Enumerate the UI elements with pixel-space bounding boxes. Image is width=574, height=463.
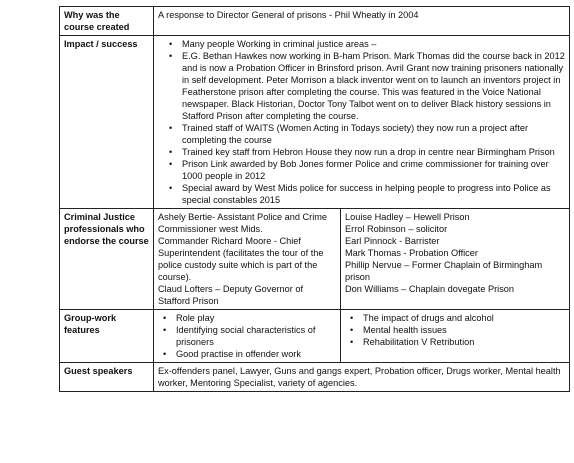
endorse-left-column: [154, 209, 341, 309]
impact-item: • Many people Working in criminal justice areas –: [182, 38, 565, 50]
impact-label: Impact / success: [60, 36, 154, 209]
groupwork-list: [345, 312, 565, 348]
groupwork-item: • Mental health issues: [363, 324, 565, 336]
why-label: Why was the course created: [60, 7, 154, 36]
impact-item: • Trained staff of WAITS (Women Acting in Todays society) they now run a project after completing the course: [182, 122, 565, 146]
groupwork-item: • Rehabilitation V Retribution: [363, 336, 565, 348]
groupwork-left-column: [154, 310, 341, 362]
groupwork-right-column: [341, 310, 569, 362]
impact-cell: [154, 36, 570, 209]
row-groupwork: [60, 310, 570, 363]
endorser: Ashely Bertie- Assistant Police and Crime Commissioner west Mids.: [158, 212, 328, 234]
endorser: Commander Richard Moore - Chief Superintendent (facilitates the tour of the police custody suite which is part of the course).: [158, 236, 324, 282]
endorser: Don Williams – Chaplain dovegate Prison: [345, 284, 515, 294]
endorse-cell: [154, 209, 570, 310]
groupwork-item: • The impact of drugs and alcohol: [363, 312, 565, 324]
endorser: Phillip Nervue – Former Chaplain of Birmingham prison: [345, 260, 543, 282]
endorser: Claud Lofters – Deputy Governor of Stafford Prison: [158, 284, 304, 306]
endorser: Errol Robinson – solicitor: [345, 224, 448, 234]
speakers-label: Guest speakers: [60, 363, 154, 392]
impact-item: • Special award by West Mids police for success in helping people to progress into Police as special constables 2015: [182, 182, 565, 206]
groupwork-item: • Good practise in offender work: [176, 348, 336, 360]
endorse-label: Criminal Justice professionals who endorse the course: [60, 209, 154, 310]
course-info-table: [59, 6, 570, 392]
speakers-text: Ex-offenders panel, Lawyer, Guns and gangs expert, Probation officer, Drugs worker, Mental health worker, Mentoring Specialist, variety of agencies.: [154, 363, 570, 392]
impact-item: • Prison Link awarded by Bob Jones former Police and crime commissioner for training over 1000 people in 2012: [182, 158, 565, 182]
groupwork-item: • Identifying social characteristics of prisoners: [176, 324, 336, 348]
row-endorse: [60, 209, 570, 310]
row-impact: [60, 36, 570, 209]
impact-item: • E.G. Bethan Hawkes now working in B-ham Prison. Mark Thomas did the course back in 2012 and is now a Probation Officer in Brinsford prison. Avril Grant now training prisoners nationally in self development. Peter Morrison a black inventor went on to launch an inventors project in Featherstone prison after completing the course. This was featured in the Voice National newspaper. Black Historian, Doctor Tony Talbot went on to deliver Black history sessions in Stafford Prison after completing the course.: [182, 50, 565, 122]
row-why: [60, 7, 570, 36]
groupwork-item: • Role play: [176, 312, 336, 324]
endorse-right-column: [341, 209, 569, 309]
why-text: A response to Director General of prisons - Phil Wheatly in 2004: [154, 7, 570, 36]
impact-list: [158, 38, 565, 206]
groupwork-label: Group-work features: [60, 310, 154, 363]
endorser: Louise Hadley – Hewell Prison: [345, 212, 470, 222]
groupwork-list: [158, 312, 336, 360]
endorser: Earl Pinnock - Barrister: [345, 236, 440, 246]
endorser: Mark Thomas - Probation Officer: [345, 248, 478, 258]
impact-item: • Trained key staff from Hebron House they now run a drop in centre near Birmingham Prison: [182, 146, 565, 158]
row-speakers: [60, 363, 570, 392]
groupwork-cell: [154, 310, 570, 363]
